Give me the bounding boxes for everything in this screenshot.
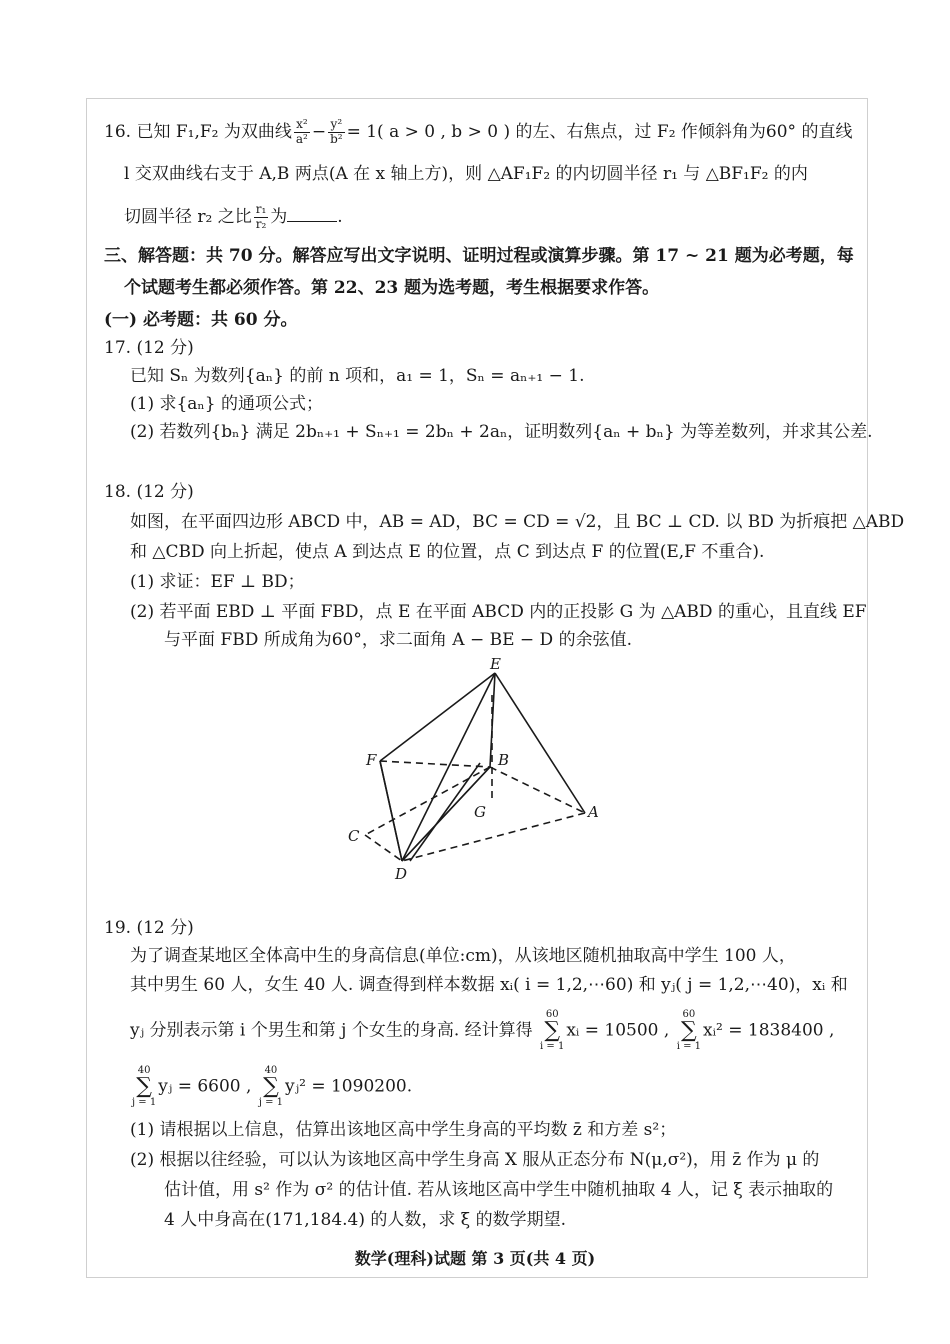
section3-line2: 个试题考生都必须作答。第 22、23 题为选考题，考生根据要求作答。 bbox=[124, 278, 660, 298]
q16-frac-r: $\frac{\text{r₁}}{\text{r₂}}$ bbox=[255, 202, 267, 231]
label-E: E bbox=[490, 655, 501, 673]
geometry-figure bbox=[340, 655, 610, 889]
q16-text-a: 16. 已知 F₁,F₂ 为双曲线 bbox=[104, 121, 292, 142]
section3-line1: 三、解答题：共 70 分。解答应写出文字说明、证明过程或演算步骤。第 17 ~ 21 题为必考题，每 bbox=[104, 246, 854, 266]
q16-minus: − bbox=[311, 121, 327, 142]
edge-EA bbox=[495, 673, 585, 813]
q17-part1: (1) 求{aₙ} 的通项公式； bbox=[130, 394, 324, 414]
figure-svg bbox=[340, 655, 610, 885]
q16-line1 bbox=[104, 118, 852, 147]
q18-line2: 和 △CBD 向上折起，使点 A 到达点 E 的位置，点 C 到达点 F 的位置(E,F 不重合). bbox=[130, 542, 765, 562]
q17-part2: (2) 若数列{bₙ} 满足 2bₙ₊₁ + Sₙ₊₁ = 2bₙ + 2aₙ，证明数列{aₙ + bₙ} 为等差数列，并求其公差. bbox=[130, 422, 873, 442]
page-footer: 数学(理科)试题 第 3 页(共 4 页) bbox=[354, 1249, 596, 1268]
label-C: C bbox=[348, 827, 360, 845]
label-B: B bbox=[498, 751, 510, 769]
q19-head: 19. (12 分) bbox=[104, 918, 194, 938]
q19-line1: 为了调查某地区全体高中生的身高信息(单位:cm)，从该地区随机抽取高中学生 100 人， bbox=[130, 946, 796, 966]
q16-frac-y: $\frac{\text{y²}}{\text{b²}}$ bbox=[330, 117, 343, 146]
edge-inner bbox=[410, 763, 480, 861]
edge-FB-dashed bbox=[380, 761, 490, 767]
q16-line2: l 交双曲线右支于 A,B 两点(A 在 x 轴上方)，则 △AF₁F₂ 的内切圆半径 r₁ 与 △BF₁F₂ 的内 bbox=[124, 164, 808, 184]
q19-line2: 其中男生 60 人，女生 40 人. 调查得到样本数据 xᵢ( i = 1,2,⋯60) 和 yⱼ( j = 1,2,⋯40)，xᵢ 和 bbox=[130, 975, 848, 995]
label-F: F bbox=[366, 751, 377, 769]
sum-symbol-4: 40 ∑ j = 1 bbox=[258, 1065, 284, 1108]
label-G: G bbox=[474, 803, 486, 821]
q16-line3: 切圆半径 r₂ 之比 $\frac{\text{r₁}}{\text{r₂}}$ 为 . bbox=[124, 202, 343, 231]
edge-DF bbox=[380, 761, 402, 861]
section3-sub: (一) 必考题：共 60 分。 bbox=[104, 310, 298, 330]
q18-part2b: 与平面 FBD 所成角为60°，求二面角 A − BE − D 的余弦值. bbox=[164, 630, 632, 650]
q18-line1: 如图，在平面四边形 ABCD 中，AB = AD，BC = CD = √2，且 BC ⊥ CD. 以 BD 为折痕把 △ABD bbox=[130, 512, 905, 532]
q18-part2a: (2) 若平面 EBD ⊥ 平面 FBD，点 E 在平面 ABCD 内的正投影 G 为 △ABD 的重心，且直线 EF bbox=[130, 602, 867, 622]
q19-line4: 40 ∑ j = 1yⱼ = 6600 , 40 ∑ j = 1yⱼ² = 1090200. bbox=[132, 1065, 413, 1108]
q18-part1: (1) 求证：EF ⊥ BD； bbox=[130, 572, 305, 592]
label-D: D bbox=[395, 865, 408, 883]
sum-symbol-3: 40 ∑ j = 1 bbox=[132, 1065, 157, 1108]
q19-line3: yⱼ 分别表示第 i 个男生和第 j 个女生的身高. 经计算得 60 ∑ i = 1xᵢ = 10500 , 60 ∑ i = 1xᵢ² = 1838400 , bbox=[130, 1009, 835, 1052]
q17-head: 17. (12 分) bbox=[104, 338, 194, 358]
label-A: A bbox=[588, 803, 599, 821]
q19-part2c: 4 人中身高在(171,184.4) 的人数，求 ξ 的数学期望. bbox=[164, 1210, 566, 1230]
edge-AD-dashed bbox=[402, 813, 585, 861]
q19-part1: (1) 请根据以上信息，估算出该地区高中学生身高的平均数 z̄ 和方差 s²； bbox=[130, 1120, 677, 1140]
edge-EF bbox=[380, 673, 495, 761]
sum-symbol-1: 60 ∑ i = 1 bbox=[540, 1009, 565, 1052]
q16-frac-x: $\frac{\text{x²}}{\text{a²}}$ bbox=[295, 117, 308, 146]
q19-part2a: (2) 根据以往经验，可以认为该地区高中学生身高 X 服从正态分布 N(μ,σ²)，用 z̄ 作为 μ 的 bbox=[130, 1150, 820, 1170]
q17-line1: 已知 Sₙ 为数列{aₙ} 的前 n 项和，a₁ = 1，Sₙ = aₙ₊₁ − 1. bbox=[130, 366, 585, 386]
answer-blank bbox=[287, 221, 337, 222]
q18-head: 18. (12 分) bbox=[104, 482, 194, 502]
q16-text-b: = 1( a > 0 , b > 0 ) 的左、右焦点，过 F₂ 作倾斜角为60° 的直线 bbox=[346, 121, 853, 142]
sum-symbol-2: 60 ∑ i = 1 bbox=[676, 1009, 701, 1052]
q19-part2b: 估计值，用 s² 作为 σ² 的估计值. 若从该地区高中学生中随机抽取 4 人，记 ξ 表示抽取的 bbox=[164, 1180, 834, 1200]
